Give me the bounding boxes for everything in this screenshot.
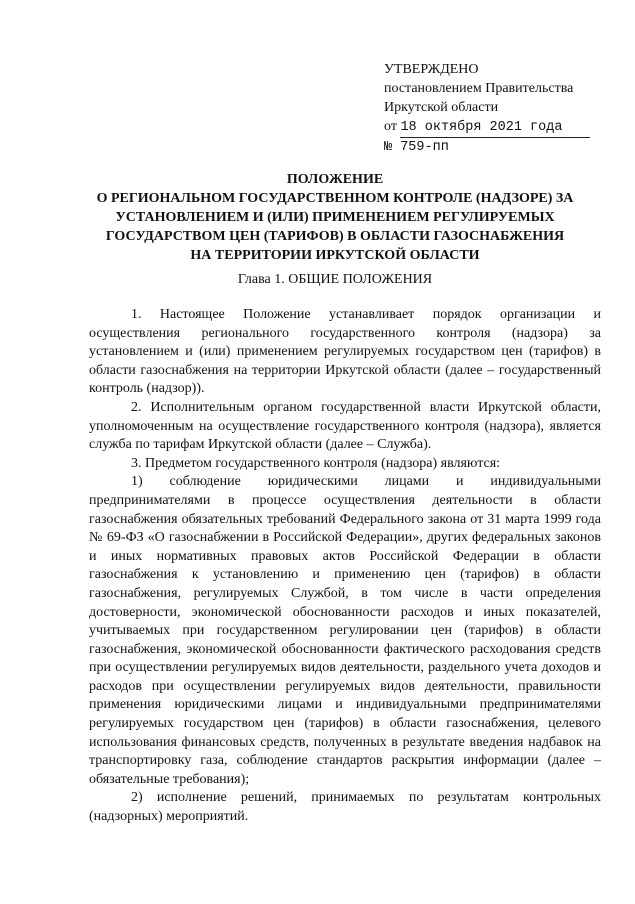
title-line: ГОСУДАРСТВОМ ЦЕН (ТАРИФОВ) В ОБЛАСТИ ГАЗОСНАБЖЕНИЯ: [105, 229, 565, 244]
approval-line-1: постановлением Правительства: [384, 81, 574, 96]
title-line: ПОЛОЖЕНИЕ: [286, 172, 384, 187]
paragraph: 2. Исполнительным органом государственной власти Иркутской области, уполномоченным на осуществление государственного контроля (надзора), является служба по тарифам Иркутской области (далее – Служба).: [89, 399, 601, 453]
paragraph: 2) исполнение решений, принимаемых по результатам контрольных (надзорных) мероприятий.: [89, 790, 601, 825]
document-title: [70, 170, 600, 265]
approval-stamp: [384, 60, 624, 157]
approval-date-prefix: от: [384, 119, 397, 134]
approval-number: № 759-пп: [384, 140, 449, 155]
paragraph: 1. Настоящее Положение устанавливает порядок организации и осуществления регионального государственного контроля (надзора) за установлением и (или) применением регулируемых государством цен (тарифов) в области газоснабжения на территории Иркутской области (далее – государственный контроль (надзор)).: [89, 307, 601, 397]
title-line: НА ТЕРРИТОРИИ ИРКУТСКОЙ ОБЛАСТИ: [190, 248, 480, 263]
title-line: УСТАНОВЛЕНИЕМ И (ИЛИ) ПРИМЕНЕНИЕМ РЕГУЛИРУЕМЫХ: [115, 210, 555, 225]
approval-line-2: Иркутской области: [384, 100, 499, 115]
document-body: [89, 306, 601, 827]
paragraph: 3. Предметом государственного контроля (надзора) являются:: [131, 455, 501, 471]
approval-date-value: 18 октября 2021 года: [400, 120, 563, 135]
paragraph: 1) соблюдение юридическими лицами и индивидуальными предпринимателями в процессе осуществления деятельности в области газоснабжения обязательных требований Федерального закона от 31 марта 1999 года № 69-ФЗ «О газоснабжении в Российской Федерации», других федеральных законов и иных нормативных правовых актов Российской Федерации в области газоснабжения к установлению и применению цен (тарифов) в области газоснабжения, регулируемых Службой, в том числе в части определения достоверности, экономической обоснованности расходов и иных показателей, учитываемых при государственном регулировании цен (тарифов) в области газоснабжения, экономической обоснованности фактического расходования средств при осуществлении регулируемых видов деятельности, раздельного учета доходов и расходов при осуществлении регулируемых видов деятельности, правильности применения юридическими лицами и индивидуальными предпринимателями регулируемых государством цен (тарифов) в области газоснабжения, целевого использования финансовых средств, полученных в результате введения надбавок на транспортировку газа, соблюдение стандартов раскрытия информации (далее – обязательные требования);: [89, 474, 601, 787]
title-line: О РЕГИОНАЛЬНОМ ГОСУДАРСТВЕННОМ КОНТРОЛЕ (НАДЗОРЕ) ЗА: [96, 191, 574, 206]
chapter-heading: Глава 1. ОБЩИЕ ПОЛОЖЕНИЯ: [237, 272, 433, 287]
approval-date-line: [384, 117, 624, 138]
approval-heading: УТВЕРЖДЕНО: [384, 62, 479, 77]
